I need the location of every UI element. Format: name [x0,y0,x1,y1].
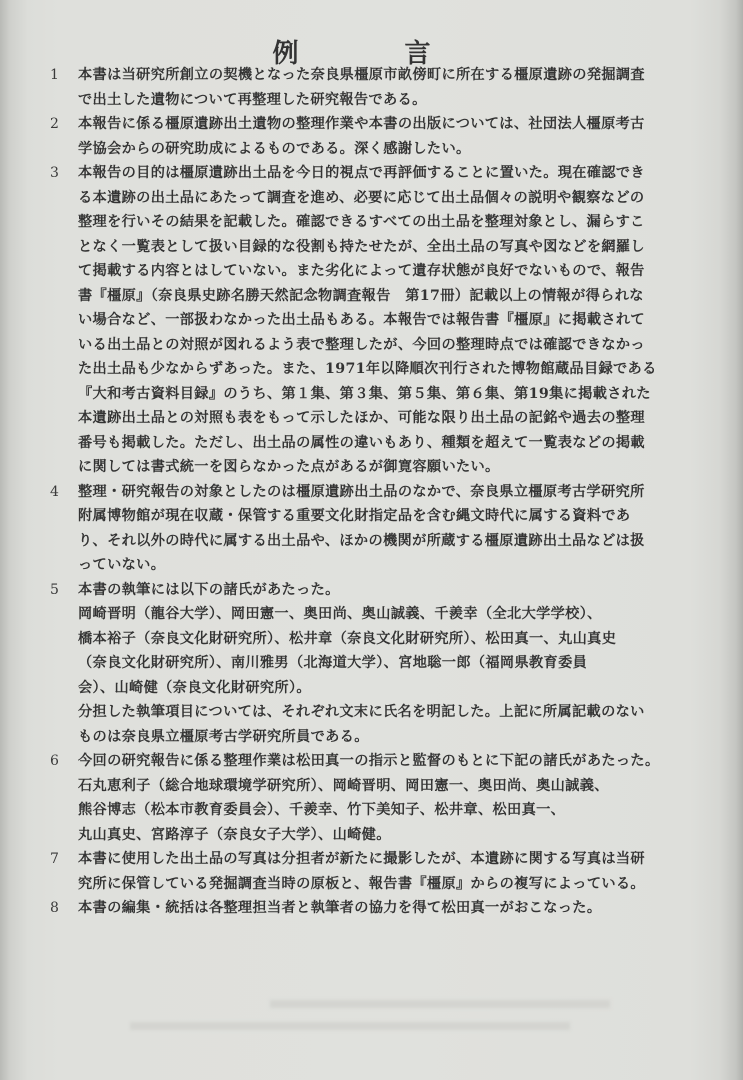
note-number: 7 [50,851,59,867]
page-title: 例 言 [272,39,471,70]
note-line: 石丸恵利子（総合地球環境学研究所）、岡崎晋明、岡田憲一、奥田尚、奥山誠義、 [78,777,609,794]
note-body [78,112,666,161]
note-line: で出土した遺物について再整理した研究報告である。 [78,91,427,108]
note-number: 2 [50,116,59,132]
note-line: 究所に保管している発掘調査当時の原板と、報告書『橿原』からの複写によっている。 [78,875,645,892]
note-line: 『大和考古資料目録』のうち、第１集、第３集、第５集、第６集、第19集に掲載された [78,385,651,402]
note-line: （奈良文化財研究所）、南川雅男（北海道大学）、宮地聡一郎（福岡県教育委員 [78,655,588,671]
note-number: 8 [50,900,59,916]
note-item [46,896,666,921]
note-line: り、それ以外の時代に属する出土品や、ほかの機関が所蔵する橿原遺跡出土品などは扱 [78,532,645,549]
note-line: 本書に使用した出土品の写真は分担者が新たに撮影したが、本遺跡に関する写真は当研 [78,851,645,867]
note-line: 本報告の目的は橿原遺跡出土品を今日的視点で再評価することに置いた。現在確認でき [78,165,645,181]
note-body [78,161,666,480]
note-item [46,480,666,578]
note-line: ものは奈良県立橿原考古学研究所員である。 [78,728,369,745]
note-line: となく一覧表として扱い目録的な役割も持たせたが、全出土品の写真や図などを網羅し [78,238,645,255]
note-item [46,161,666,480]
note-line: 会）、山崎健（奈良文化財研究所）。 [78,679,311,696]
note-line: 本書の編集・統括は各整理担当者と執筆者の協力を得て松田真一がおこなった。 [78,900,602,916]
bleed-through-text [270,1000,610,1008]
note-line: 番号も掲載した。ただし、出土品の属性の違いもあり、種類を超えて一覧表などの掲載 [78,434,645,451]
note-item [46,578,666,750]
note-line: 本遺跡出土品との対照も表をもって示したほか、可能な限り出土品の記銘や過去の整理 [78,410,645,426]
note-line: 附属博物館が現在収蔵・保管する重要文化財指定品を含む縄文時代に属する資料であ [78,508,631,524]
note-number: 1 [50,67,59,83]
note-line: 整理を行いその結果を記載した。確認できるすべての出土品を整理対象とし、漏らすこ [78,214,645,230]
note-line: に関しては書式統一を図らなかった点があるが御寛容願いたい。 [78,459,500,475]
note-line: て掲載する内容とはしていない。また劣化によって遺存状態が良好でないもので、報告 [78,263,645,279]
note-line: 本報告に係る橿原遺跡出土遺物の整理作業や本書の出版については、社団法人橿原考古 [78,116,645,132]
note-line: 橋本裕子（奈良文化財研究所）、松井章（奈良文化財研究所）、松田真一、丸山真史 [78,630,617,647]
note-number: 4 [50,483,59,500]
note-line: い場合など、一部扱わなかった出土品もある。本報告では報告書『橿原』に掲載されて [78,312,645,328]
note-body [78,63,666,112]
note-item [46,749,666,847]
note-number: 5 [50,581,59,598]
note-body [78,578,666,750]
note-line: る本遺跡の出土品にあたって調査を進め、必要に応じて出土品個々の説明や観察などの [78,189,645,206]
note-body [78,896,666,921]
note-line: 本書の執筆には以下の諸氏があたった。 [78,581,340,598]
note-line: っていない。 [78,557,166,573]
note-item [46,847,666,896]
note-line: 分担した執筆項目については、それぞれ文末に氏名を明記した。上記に所属記載のない [78,704,645,720]
notes-list [46,63,666,921]
note-line: 丸山真史、宮路淳子（奈良女子大学）、山崎健。 [78,826,391,843]
note-number: 3 [50,165,59,181]
note-line: 今回の研究報告に係る整理作業は松田真一の指示と監督のもとに下記の諸氏があたった。 [78,753,660,769]
note-line: 整理・研究報告の対象としたのは橿原遺跡出土品のなかで、奈良県立橿原考古学研究所 [78,483,645,500]
note-body [78,847,666,896]
note-line: 岡崎晋明（龍谷大学）、岡田憲一、奥田尚、奥山誠義、千羨幸（全北大学学校）、 [78,606,602,622]
note-body [78,480,666,578]
note-body [78,749,666,847]
note-line: 熊谷博志（松本市教育委員会）、千羨幸、竹下美知子、松井章、松田真一、 [78,802,566,818]
note-line: いる出土品との対照が図れるよう表で整理したが、今回の整理時点では確認できなかっ [78,336,645,353]
note-line: た出土品も少なからずあった。また、1971年以降順次刊行された博物館蔵品目録である [78,361,657,377]
bleed-through-text [130,1022,570,1030]
note-number: 6 [50,753,59,769]
note-line: 書『橿原』（奈良県史跡名勝天然記念物調査報告 第17冊）記載以上の情報が得られな [78,287,644,304]
note-item [46,112,666,161]
note-line: 学協会からの研究助成によるものである。深く感謝したい。 [78,140,471,157]
note-line: 本書は当研究所創立の契機となった奈良県橿原市畝傍町に所在する橿原遺跡の発掘調査 [78,67,645,83]
bleed-through-text [230,4,412,23]
note-item [46,63,666,112]
